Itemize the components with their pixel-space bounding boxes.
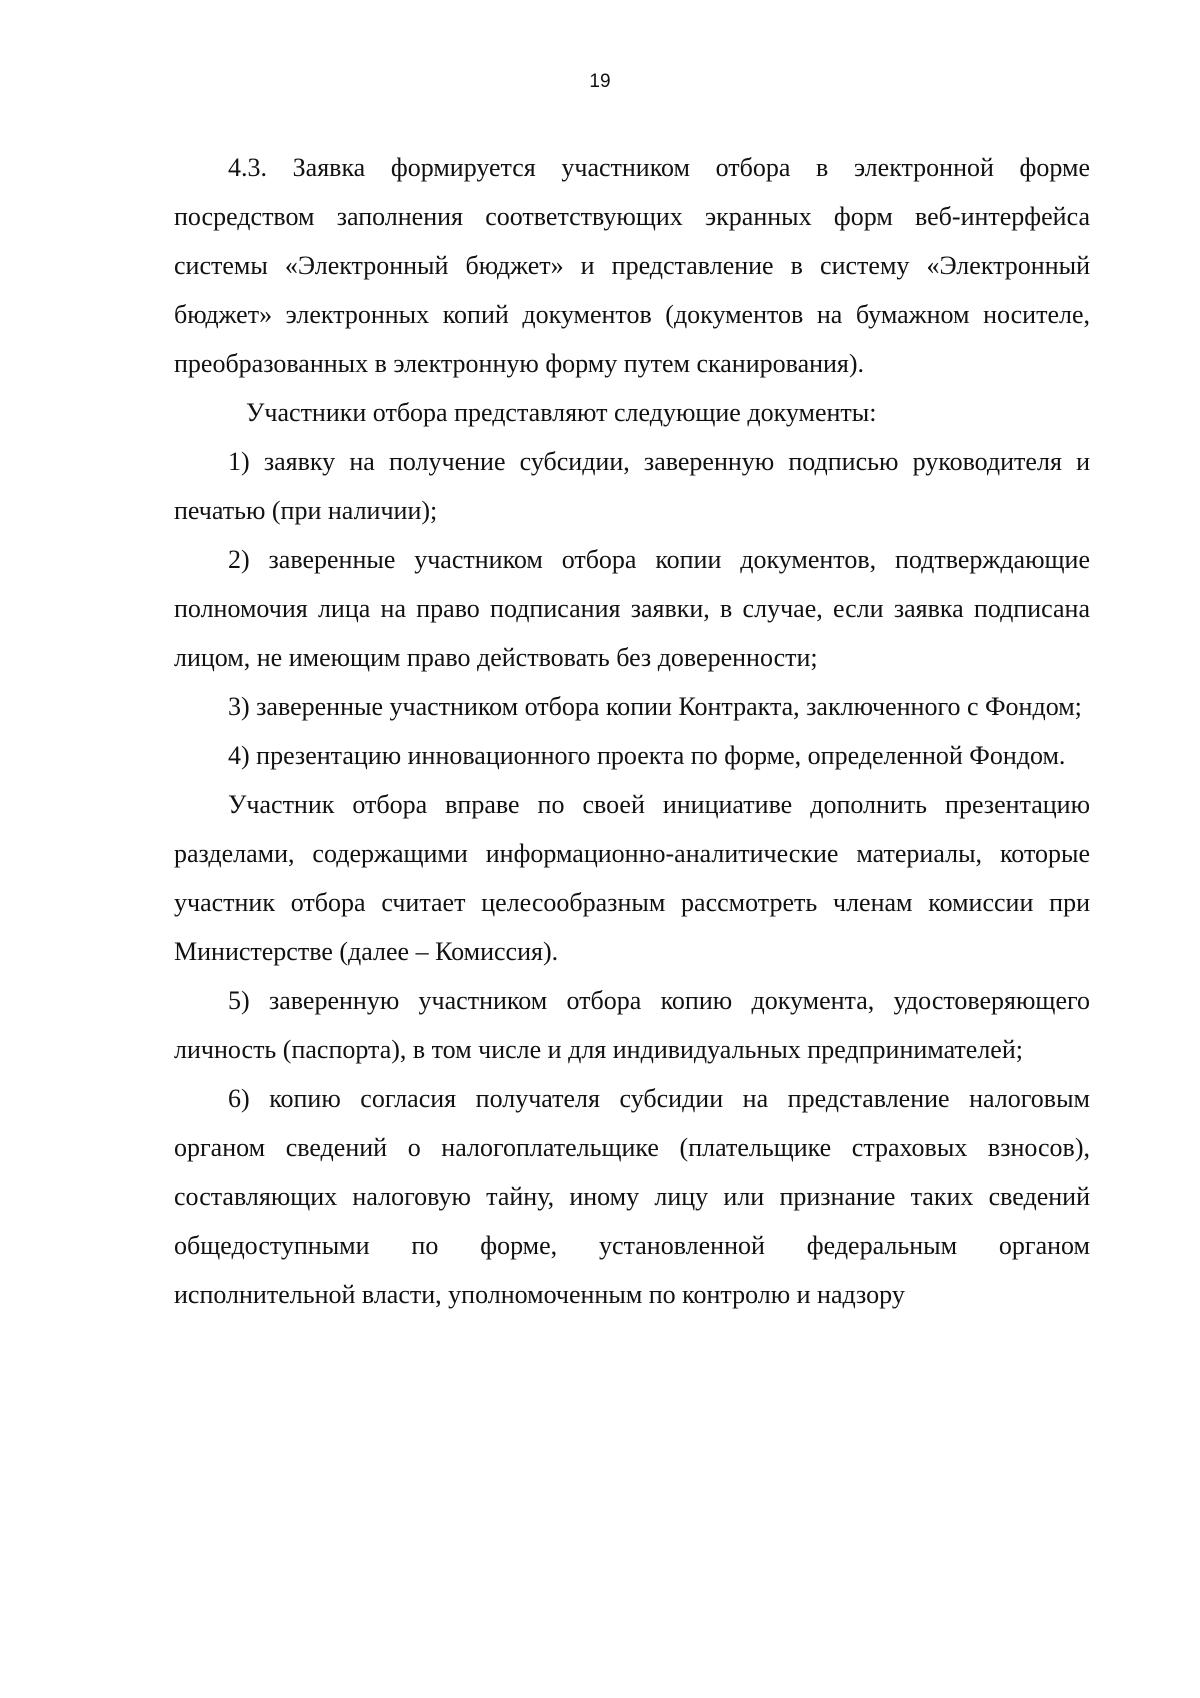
list-item-6: 6) копию согласия получателя субсидии на представление налоговым органом сведений о налогоплательщике (плательщике страховых взносов), составляющих налоговую тайну, иному лицу или признание таких сведений общедоступными по форме, установленной федеральным органом исполнительной власти, уполномоченным по контролю и надзору (174, 1084, 1090, 1309)
document-body (174, 143, 1090, 1319)
list-item-2: 2) заверенные участником отбора копии документов, подтверждающие полномочия лица на право подписания заявки, в случае, если заявка подписана лицом, не имеющим право действовать без доверенности; (174, 545, 1090, 672)
list-item-1: 1) заявку на получение субсидии, заверенную подписью руководителя и печатью (при наличии); (174, 447, 1090, 525)
paragraph-4-3: 4.3. Заявка формируется участником отбора в электронной форме посредством заполнения соответствующих экранных форм веб-интерфейса системы «Электронный бюджет» и представление в систему «Электронный бюджет» электронных копий документов (документов на бумажном носителе, преобразованных в электронную форму путем сканирования). (174, 153, 1090, 378)
page-number: 19 (589, 71, 611, 92)
list-item-4: 4) презентацию инновационного проекта по форме, определенной Фондом. (228, 741, 1066, 770)
list-item-5: 5) заверенную участником отбора копию документа, удостоверяющего личность (паспорта), в том числе и для индивидуальных предпринимателей; (174, 986, 1090, 1064)
paragraph-documents-intro: Участники отбора представляют следующие документы: (246, 398, 877, 427)
paragraph-presentation-note: Участник отбора вправе по своей инициативе дополнить презентацию разделами, содержащими информационно-аналитические материалы, которые участник отбора считает целесообразным рассмотреть членам комиссии при Министерстве (далее – Комиссия). (174, 790, 1090, 966)
list-item-3: 3) заверенные участником отбора копии Контракта, заключенного с Фондом; (228, 692, 1082, 721)
